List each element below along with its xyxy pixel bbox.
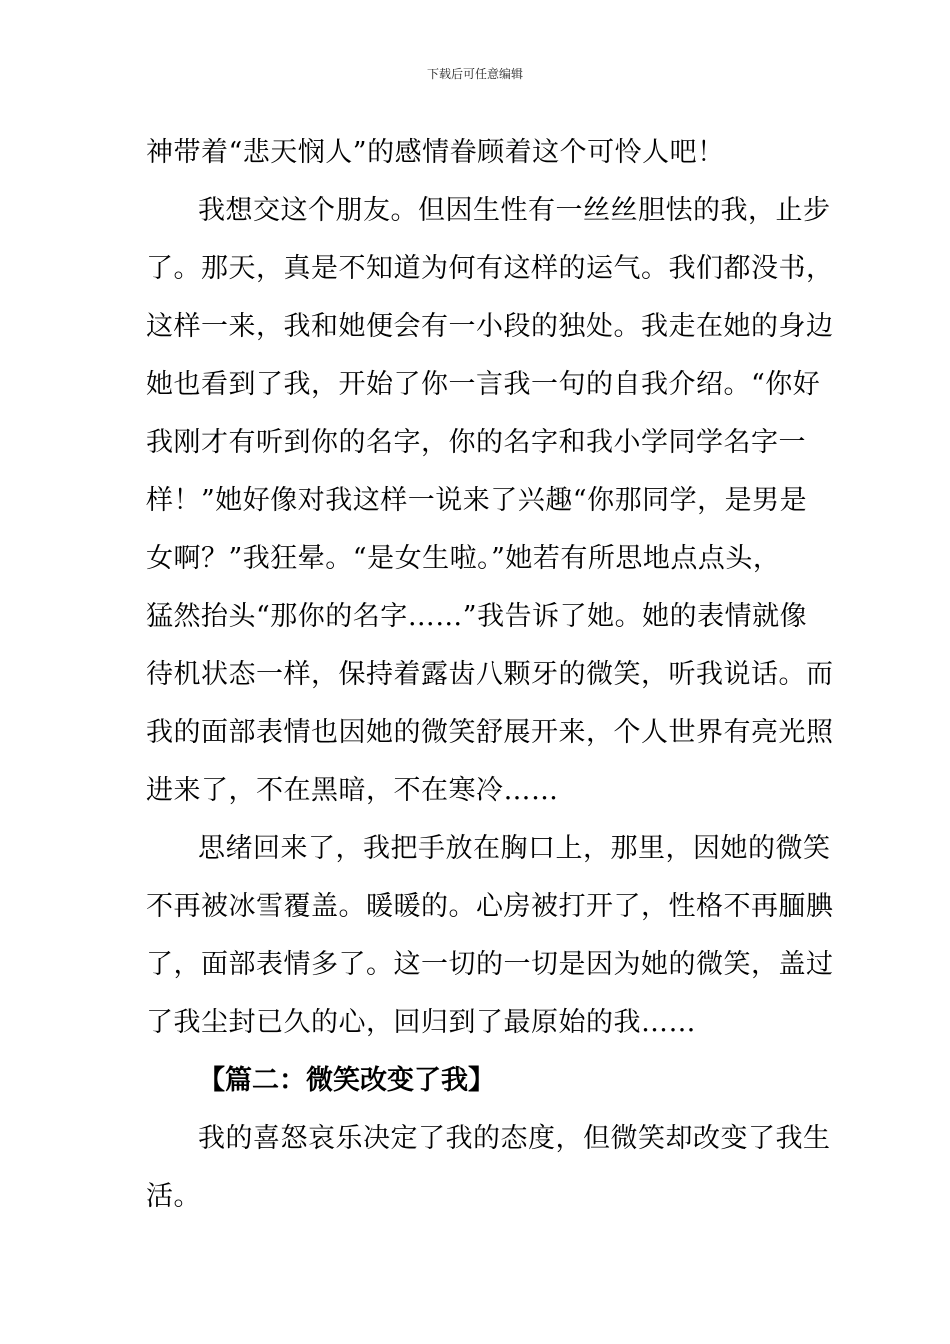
paragraph-start-line: 思绪回来了，我把手放在胸口上，那里，因她的微笑	[198, 833, 831, 864]
text-line: 样！”她好像对我这样一说来了兴趣“你那同学，是男是	[146, 485, 808, 516]
text-line: 女啊？”我狂晕。“是女生啦。”她若有所思地点点头，	[146, 543, 781, 574]
text-line: 我的面部表情也因她的微笑舒展开来，个人世界有亮光照	[146, 717, 834, 748]
text-line: 猛然抬头“那你的名字……”我告诉了她。她的表情就像	[146, 601, 808, 632]
text-line: 活。	[146, 1181, 201, 1212]
text-line: 了，面部表情多了。这一切的一切是因为她的微笑，盖过	[146, 949, 834, 980]
section-title: 【篇二：微笑改变了我】	[198, 1065, 495, 1096]
text-line: 了。那天，真是不知道为何有这样的运气。我们都没书，	[146, 253, 834, 284]
text-line: 神带着“悲天悯人”的感情眷顾着这个可怜人吧！	[146, 137, 725, 168]
paragraph-start-line: 我想交这个朋友。但因生性有一丝丝胆怯的我，止步	[198, 195, 831, 226]
text-line: 不再被冰雪覆盖。暖暖的。心房被打开了，性格不再腼腆	[146, 891, 834, 922]
document-body	[146, 129, 834, 1231]
text-line: 我刚才有听到你的名字，你的名字和我小学同学名字一	[146, 427, 806, 458]
text-line: 了我尘封已久的心，回归到了最原始的我……	[146, 1007, 696, 1038]
page-header: 下载后可任意编辑	[426, 67, 523, 81]
text-line: 这样一来，我和她便会有一小段的独处。我走在她的身边	[146, 311, 834, 342]
text-line: 进来了，不在黑暗，不在寒冷……	[146, 775, 559, 806]
text-line: 待机状态一样，保持着露齿八颗牙的微笑，听我说话。而	[146, 659, 834, 690]
text-line: 她也看到了我，开始了你一言我一句的自我介绍。“你好	[146, 369, 821, 400]
paragraph-start-line: 我的喜怒哀乐决定了我的态度，但微笑却改变了我生	[198, 1123, 831, 1154]
